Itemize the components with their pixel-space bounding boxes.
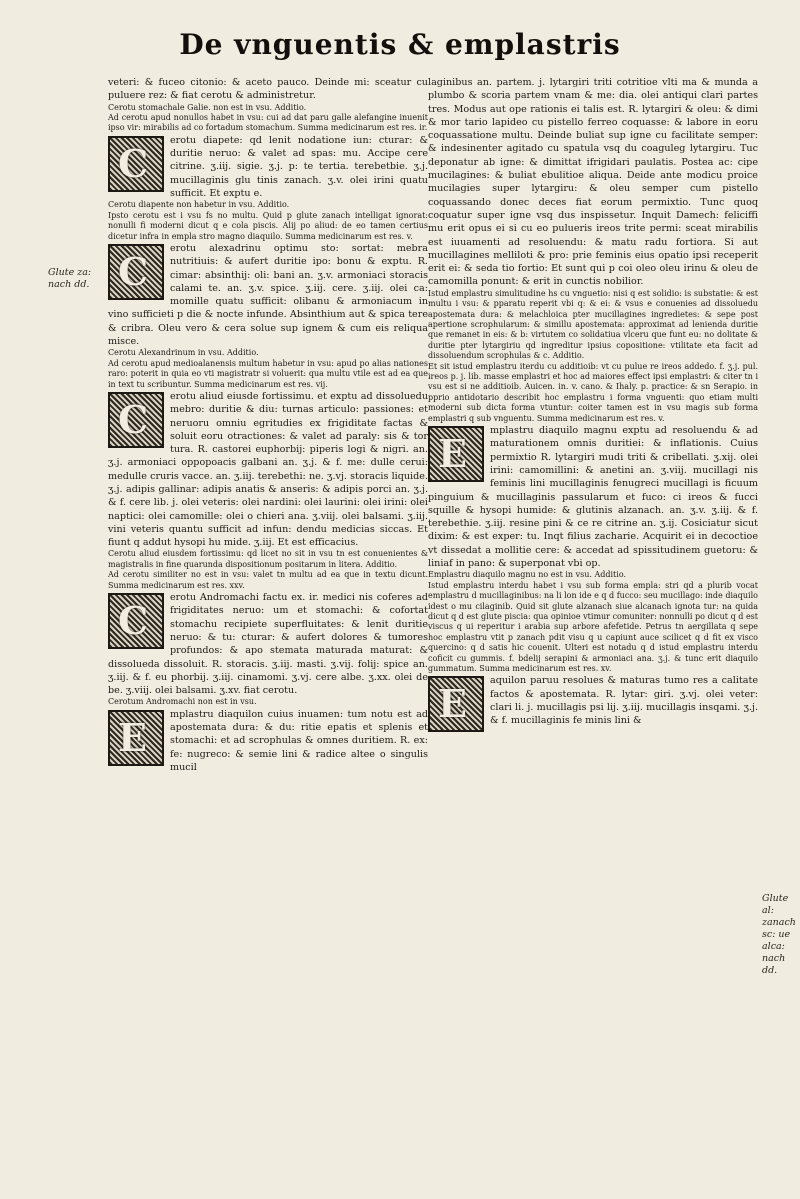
decorated-initial: C [108, 593, 164, 649]
right-column [428, 76, 758, 733]
decorated-initial: C [108, 244, 164, 300]
additio-note: Cerotu diapente non habetur in vsu. Additio. [108, 200, 290, 210]
decorated-initial: E [108, 710, 164, 766]
additio-note: Cerotu stomachale Galie. non est in vsu. Additio. [108, 102, 307, 112]
additio-note: Cerotum Andromachi non est in vsu. [108, 697, 257, 707]
paragraph: erotu Andromachi factu ex. ir. medici nis coferes ad frigiditates neruo: um et stomachi: & cofortat stomachu recipiete superfluitates: & lenit duritie neruo: & tu: cturar: & aufert dolores & tumores profundos: & apo stemata maturada maturat: & dissolueda dissoluit. R. storacis. ʒ.iij. masti. ʒ.vij. folij: spice an. ʒ.iij. & f. eu phorbij. ʒ.iij. cinamomi. ʒ.vj. cere albe. ʒ.xx. olei de be. ʒ.viij. olei balsami. ʒ.xv. fiat cerotu. [108, 592, 428, 697]
decorated-initial: C [108, 392, 164, 448]
paragraph: mplastru diaquilo magnu exptu ad resoluendu & ad maturationem omnis duritiei: & inflationis. Cuius permixtio R. lytargiri mudi triti & cribellati. ʒ.xij. olei irini: camomillini: & anetini an. ʒ.viij. mucillagi nis feminis lini mucillaginis fenugreci mucillagi is ficuum pinguium & mucillaginis passularum et fuco: ci ireos & fucci squille & hysopi humide: & glutinis alzanach. an. ʒ.v. ʒ.iij. & f. terebethie. ʒ.iij. resine pini & ce re citrine an. ʒ.ij. Cosiciatur sicut dixim: & est exper: tu. Inqt filius zacharie. Acquirit ei in decoctioe vt dissedat a mollitie cere: & accedat ad spissitudinem guetoru: & liniaf in pano: & superponat vbi op. [428, 425, 758, 569]
paragraph: aquilon paruu resolues & maturas tumo res a calitate factos & apostemata. R. lytar: giri. ʒ.vj. olei veter: clari li. j. mucillagis psi lij. ʒ.iij. mucillagis insqami. ʒ.j. & f. mucillaginis fe minis lini & [490, 675, 758, 727]
additio-note: Ipsto cerotu est i vsu fs no multu. Quid p glute zanach intelligat ignorat: nonulli fi moderni dicut q e cola piscis. Alij po aliud: de eo tamen certius dicetur infra in empla stro magno diaquilo. Summa medicinarum est res. v. [108, 210, 428, 241]
additio-note: Ad cerotu similiter no est in vsu: valet tn multu ad ea que in textu dicunt. Summa medicinarum est res. xxv. [108, 570, 428, 590]
additio-note: Istud emplastru interdu habet i vsu sub forma empla: stri qd a plurib vocat emplastru d mucillaginibus: na li lon ide e q d fucco: seu mucillago: inde diaquilo idest o mu cilaginib. Quid sit glute alzanach siue alcanach ignota tur: na quida dicut q d est glute piscia: qua opinioe vtimur comuniter: nonnulli po dicut q d est viscus q ui reperitur i arabia sup arbore afefetide. Petrus tn aergillata q sepe hoc emplastru vtit p zanach pdit visu q u capiunt auce scilicet q d fit ex visco quercino: q d satis hic couenit. Ulteri est notadu q d istud emplastru interdu coficit cu gummis. f. bdelij serapini & armoniaci ana. ʒ.j. & tunc erit diaquilo gummatum. Summa medicinarum est res. xv. [428, 580, 758, 673]
left-column [108, 76, 428, 774]
decorated-initial: E [428, 426, 484, 482]
additio-note: Istud emplastru simulitudine hs cu vnguetio: nisi q est solidio: is substatie: & est multu i vsu: & pparatu reperit vbi q: & ei: & vsus e conuenies ad dissoluedu apostemata dura: & melachloica pter mucillagines ingredietes: & sepe post apertione scrophularum: & simillu apostemata: approximat ad lenienda duritie que remanet in eis: & b: virtutem co solidatiua vlceru que funt eu: no dolitate & duritie pter lytargiriu qd ingreditur ipsius copositione: vtilitate eta facit ad dissoluendum scrophulas & c. Additio. [428, 288, 758, 361]
additio-note: Cerotu aliud eiusdem fortissimu: qd licet no sit in vsu tn est conuenientes & magistralis in fine quarunda dispositionum positarum in litera. Additio. [108, 549, 428, 569]
decorated-initial: C [108, 136, 164, 192]
margin-note-right: Glute al: zanach sc: ue alca: nach dd. [762, 893, 796, 976]
paragraph: erotu diapete: qd lenit nodatione iun: cturar: & duritie neruo: & valet ad spas: mu. Accipe cere citrine. ʒ.iij. sigie. ʒ.j. p: te tertia. terebetbie. ʒ.j. mucillaginis glu tinis zanach. ʒ.v. olei irini quatu sufficit. Et exptu e. [170, 134, 428, 199]
additio-note: Cerotu Alexandrinum in vsu. Additio. [108, 348, 259, 358]
additio-note: Emplastru diaquilo magnu no est in vsu. Additio. [428, 570, 627, 580]
paragraph: veteri: & fuceo citonio: & aceto pauco. Deinde mi: sceatur cu puluere rez: & fiat cerotu & administretur. [108, 77, 428, 102]
decorated-initial: E [428, 676, 484, 732]
running-head-title: De vnguentis & emplastris [179, 28, 621, 61]
additio-note: Et sit istud emplastru iterdu cu additioib: vt cu pulue re ireos addedo. f. ʒ.j. pul. ireos p. j. lib. masse emplastri et hoc ad maiores effect ipsi emplastri: & citer tn i vsu est si ne additioib. Auicen. in. v. cano. & Ihaly. p. practice: & sn Serapio. in pprio antidotario describit hoc emplastru i forma vnguenti: quo etiam multi moderni sub dicta forma vtuntur: coiter tamen est in vsu magis sub forma emplastri q sub vnguentu. Summa medicinarum est res. v. [428, 361, 758, 423]
paragraph: laginibus an. partem. j. lytargiri triti cotritioe vlti ma & munda a plumbo & scoria partem vnam & me: dia. olei antiqui clari partes tres. Modus aut ope rationis ei talis est. R. lytargiri & oleu: & dimi & mor tario lapideo cu pistello ferreo coquasse: & labore in eoru coquassatione multu. Deinde buliat sup igne cu facilitate semper: & indesinenter agitado cu spatula vsq du coaguleg lytargiru. Tuc deponatur ab igne: & dimittat ifrigidari paulatis. Postea ac: cipe mucilagines: & buliat ebulitioe aliqua. Deide ante modicu proice mucilagies super lytargiru: & oleu semper cum pistello coquassando donec deces fiat eorum permixtio. Tunc quoq coquatur super igne vsq dus inspissetur. Inquit Damech: feliciffi mu erit opus ei si cu eo pulueris ireos trite permi: sceat mirabilis est iuuamenti ad resoluendu: & matu radu fortiora. Si aut mucillagines melliloti & pro: prie feminis eius opatio ipsi receperit erit ei: & seda tio fortio: Et sunt qui p coi oleo oleu irinu & oleu de camomilla ponunt: & erit in cunctis nobilior. [428, 77, 758, 288]
paragraph: erotu alexadrinu optimu sto: sortat: mebra nutritiuis: & aufert duritie ipo: bonu & exptu. R. cimar: absinthij: oli: bani an. ʒ.v. armoniaci storacis calami te. an. ʒ.v. spice. ʒ.iij. cere. ʒ.iij. olei ca: momille quatu sufficit: olibanu & armoniacum in vino sufficieti p die & nocte infunde. Absinthium aut & spica tere & cribra. Oleu vero & cera solue sup ignem & cum eis reliqua misce. [108, 242, 428, 347]
paragraph: mplastru diaquilon cuius inuamen: tum notu est ad apostemata dura: & du: ritie epatis et splenis et stomachi: et ad scrophulas & omnes duritiem. R. ex: fe: nugreco: & semie lini & radice altee o singulis mucil [170, 708, 428, 774]
additio-note: Ad cerotu apud medioalanensis multum habetur in vsu: apud po alias nationes raro: poterit in quia eo vti magistratr si voluerit: qua multu vtile est ad ea que in text tu scribuntur. Summa medicinarum est res. vij. [108, 358, 428, 389]
paragraph: erotu aliud eiusde fortissimu. et exptu ad dissoluedu mebro: duritie & diu: turnas articulo: passiones: et neruoru omniu egritudies ex frigiditate factas & soluit eoru otractiones: & valet ad paraly: sis & tor tura. R. castorei euphorbij: piperis logi & nigri. an. ʒ.j. armoniaci oppopoacis galbani an. ʒ.j. & f. me: dulle cerui: medulle cruris vacce. an. ʒ.iij. terebethi: ne. ʒ.vj. storacis liquide. ʒ.j. adipis gallinar: adipis anatis & anseris: & adipis porci an. ʒ.j. & f. cere lib. j. olei veteris: olei nardini: olei laurini: olei irini: olei naptici: olei camomille: olei o chieri ana. ʒ.viij. olei balsami. ʒ.iij. vini veteris quantu sufficit ad infun: dendu medicias siccas. Et fiunt q addut hysopi hu mide. ʒ.iij. Et est efficacius. [108, 390, 428, 549]
margin-note-left: Glute za: nach dd. [48, 267, 92, 290]
additio-note: Ad cerotu apud nonullos habet in vsu: cui ad dat paru galle alefangine inuenit ipso vir: mirabilis ad co fortadum stomachum. Summa medicinarum est res. ir. [108, 113, 428, 133]
